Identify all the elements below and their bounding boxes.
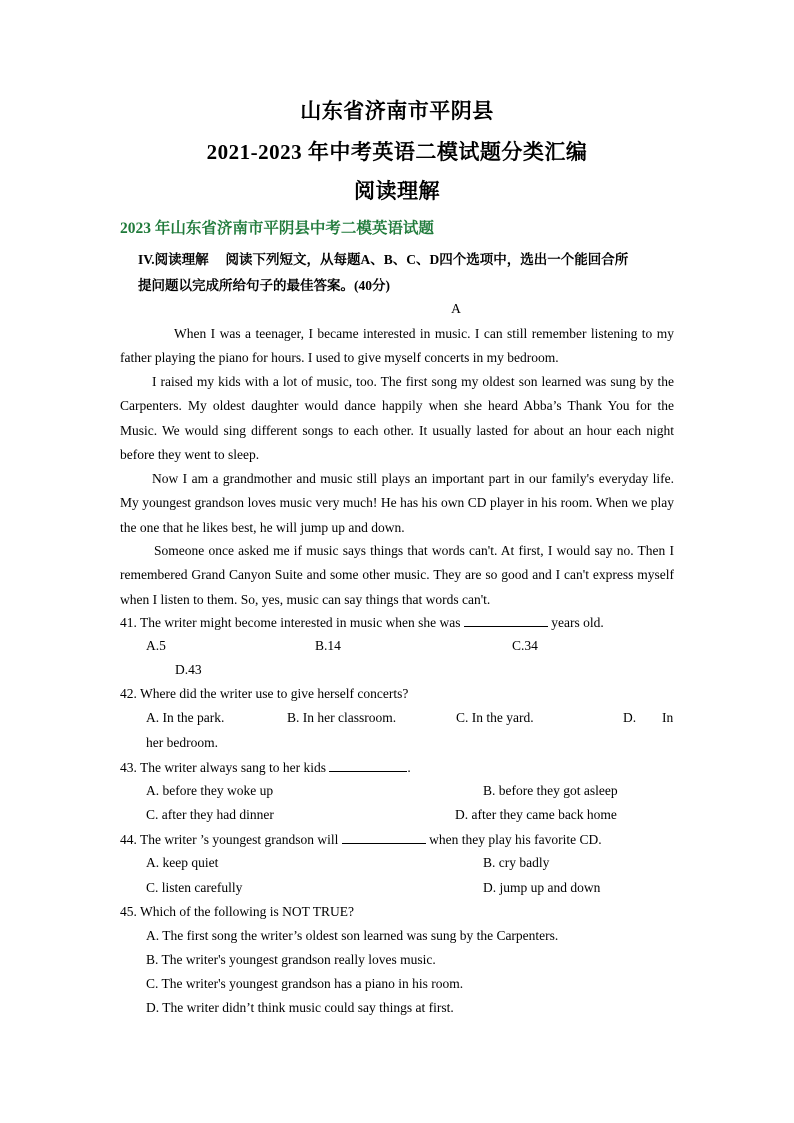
instruction-line-2: 提问题以完成所给句子的最佳答案。(40分) [138, 278, 390, 293]
question-41-suffix: years old. [551, 615, 604, 630]
passage-label: A [451, 301, 461, 316]
passage-paragraph-4: Someone once asked me if music says things that words can't. At first, I would say no. Then I remembered Grand Canyon Suite and some other music. They are so good and I can't express myself when I listen to them. So, yes, music can say things that words can't. [120, 543, 674, 607]
question-44-stem [120, 831, 602, 848]
section-heading: 2023 年山东省济南市平阴县中考二模英语试题 [120, 220, 434, 237]
question-43-suffix: . [407, 760, 411, 775]
option-45-b: B. The writer's youngest grandson really loves music. [146, 952, 436, 967]
question-41-text: 41. The writer might become interested in music when she was [120, 615, 461, 630]
question-45-stem: 45. Which of the following is NOT TRUE? [120, 904, 354, 919]
option-42-b: B. In her classroom. [287, 710, 397, 725]
question-44-text: 44. The writer ’s youngest grandson will [120, 832, 339, 847]
option-41-a: A.5 [146, 638, 166, 653]
option-45-d: D. The writer didn’t think music could say things at first. [146, 1000, 454, 1015]
answer-blank [329, 759, 407, 772]
option-42-d-continued: her bedroom. [146, 735, 218, 750]
passage-paragraph-2: I raised my kids with a lot of music, too. The first song my oldest son learned was sung by the Carpenters. My oldest daughter would dance happily when she heard Abba’s Thank You for the Music. We would sing different songs to each other. It usually lasted for about an hour each night before they went to sleep. [120, 374, 674, 462]
answer-blank [464, 614, 548, 627]
option-44-b: B. cry badly [483, 855, 550, 870]
option-41-d: D.43 [175, 662, 202, 677]
passage-paragraph-3: Now I am a grandmother and music still plays an important part in our family's everyday life. My youngest grandson loves music very much! He has his own CD player in his room. When we play the one that he likes best, he will jump up and down. [120, 471, 674, 535]
option-44-c: C. listen carefully [146, 880, 243, 895]
option-43-d: D. after they came back home [455, 807, 617, 822]
option-42-c: C. In the yard. [456, 710, 534, 725]
document-title-region: 山东省济南市平阴县 [300, 99, 494, 123]
question-44-suffix: when they play his favorite CD. [429, 832, 602, 847]
instruction-line-1: IV.阅读理解 阅读下列短文，从每题A、B、C、D四个选项中，选出一个能回合所 [138, 252, 629, 267]
option-43-b: B. before they got asleep [483, 783, 618, 798]
option-44-d: D. jump up and down [483, 880, 601, 895]
question-43-stem [120, 759, 411, 776]
document-title-main: 2021-2023 年中考英语二模试题分类汇编 [206, 140, 588, 164]
option-42-d: D. [623, 710, 637, 725]
option-42-a: A. In the park. [146, 710, 225, 725]
question-41-stem [120, 614, 604, 631]
option-43-c: C. after they had dinner [146, 807, 274, 822]
option-42-d-text: In [662, 710, 674, 725]
question-43-text: 43. The writer always sang to her kids [120, 760, 326, 775]
option-44-a: A. keep quiet [146, 855, 219, 870]
option-43-a: A. before they woke up [146, 783, 274, 798]
answer-blank [342, 831, 426, 844]
question-42-stem: 42. Where did the writer use to give herself concerts? [120, 686, 409, 701]
option-41-b: B.14 [315, 638, 341, 653]
option-45-a: A. The first song the writer’s oldest son learned was sung by the Carpenters. [146, 928, 559, 943]
passage-paragraph-1: When I was a teenager, I became interested in music. I can still remember listening to my father playing the piano for hours. I used to give myself concerts in my bedroom. [120, 326, 674, 366]
option-41-c: C.34 [512, 638, 538, 653]
document-title-topic: 阅读理解 [354, 179, 440, 203]
option-45-c: C. The writer's youngest grandson has a piano in his room. [146, 976, 464, 991]
